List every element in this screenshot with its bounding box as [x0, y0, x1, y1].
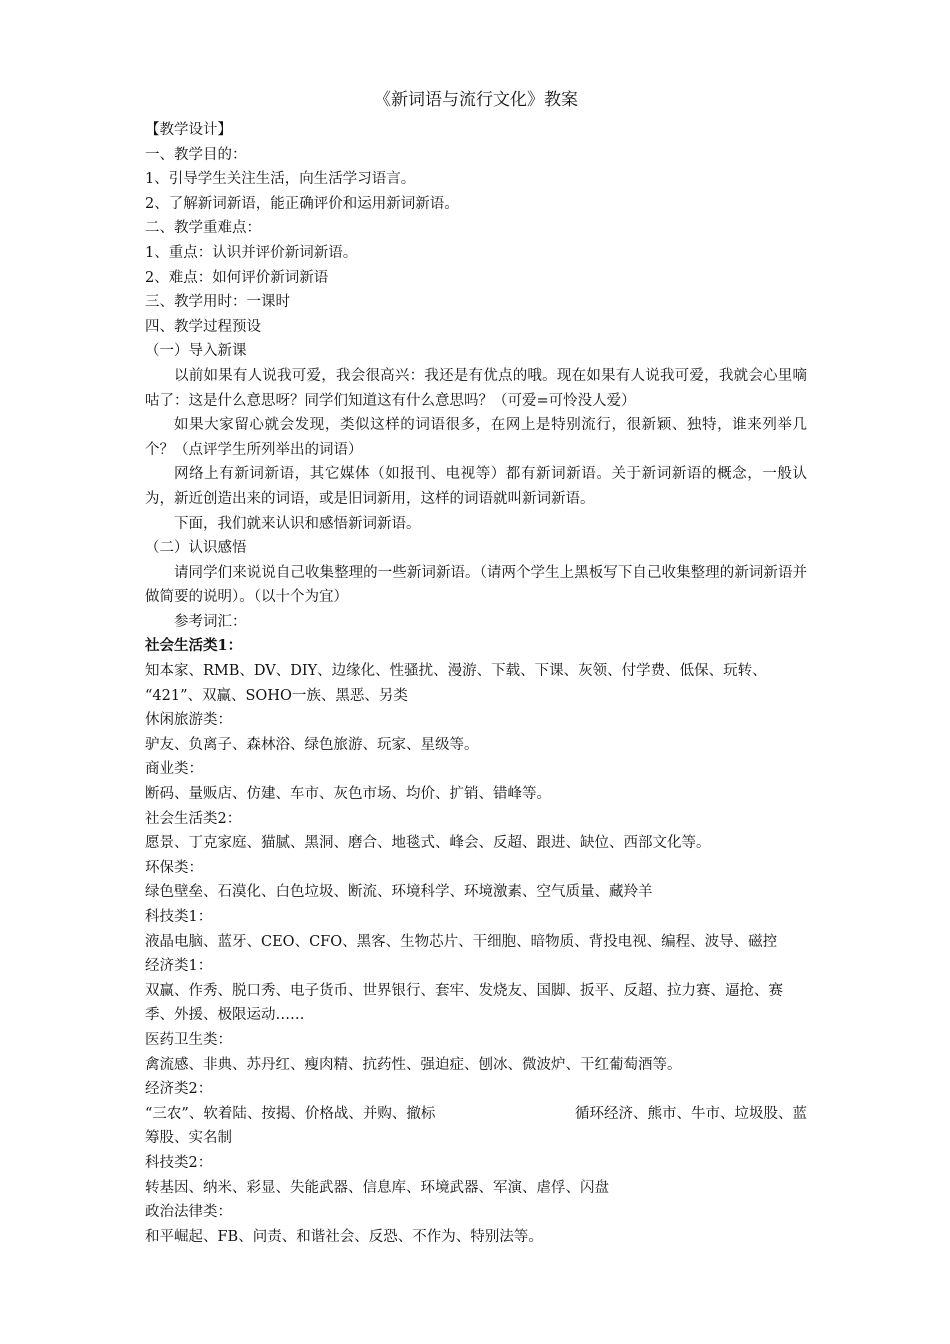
goal-item-1: 1、引导学生关注生活，向生活学习语言。: [145, 171, 416, 188]
vocab-economy-1-line-1: 双赢、作秀、脱口秀、电子货币、世界银行、套牢、发烧友、国脚、扳平、反超、拉力赛、逼抢、赛: [145, 982, 783, 999]
key-point-2: 2、难点：如何评价新词新语: [145, 269, 329, 286]
vocab-leisure-travel: 驴友、负离子、森林浴、绿色旅游、玩家、星级等。: [145, 736, 479, 753]
category-technology-2: 科技类2：: [145, 1154, 213, 1171]
category-social-life-2: 社会生活类2：: [145, 810, 242, 827]
intro-paragraph-1: 以前如果有人说我可爱，我会很高兴：我还是有优点的哦。现在如果有人说我可爱，我就会心里嘀咕了：这是什么意思呀？同学们知道这有什么意思吗？（可爱=可怜没人爱）: [145, 367, 807, 409]
goal-heading: 一、教学目的：: [145, 146, 247, 163]
key-points-heading: 二、教学重难点：: [145, 220, 261, 237]
activity-paragraph: 请同学们来说说自己收集整理的一些新词新语。（请两个学生上黑板写下自己收集整理的新词新语并做简要的说明）。（以十个为宜）: [145, 564, 807, 606]
vocab-economy-1-line-2: 季、外援、极限运动……: [145, 1007, 305, 1024]
vocab-economy-2-line-2: 筹股、实名制: [145, 1130, 232, 1147]
vocab-economy-2-part-2: 循环经济、熊市、牛市、垃圾股、蓝: [575, 1105, 807, 1122]
category-technology-1: 科技类1：: [145, 909, 213, 925]
teaching-time: 三、教学用时：一课时: [145, 294, 290, 311]
design-heading: 【教学设计】: [145, 122, 232, 138]
intro-paragraph-2: 如果大家留心就会发现，类似这样的词语很多，在网上是特别流行，很新颖、独特，谁来列举几个？（点评学生所列举出的词语）: [145, 417, 807, 458]
vocab-environment: 绿色壁垒、石漠化、白色垃圾、断流、环境科学、环境激素、空气质量、藏羚羊: [145, 884, 653, 901]
category-business: 商业类：: [145, 761, 203, 778]
category-leisure-travel: 休闲旅游类：: [145, 712, 232, 729]
category-economy-1: 经济类1：: [145, 958, 213, 975]
vocab-social-life-1-line-2: “421”、双赢、SOHO一族、黑恶、另类: [145, 687, 408, 704]
vocab-medicine-health: 禽流感、非典、苏丹红、瘦肉精、抗药性、强迫症、刨冰、微波炉、干红葡萄酒等。: [145, 1056, 682, 1073]
intro-paragraph-3: 网络上有新词新语，其它媒体（如报刊、电视等）都有新词新语。关于新词新语的概念，一般认为，新近创造出来的词语，或是旧词新用，这样的词语就叫新词新语。: [145, 466, 807, 507]
goal-item-2: 2、了解新词新语，能正确评价和运用新词新语。: [145, 195, 459, 212]
vocab-social-life-2: 愿景、丁克家庭、猫腻、黑洞、磨合、地毯式、峰会、反超、跟进、缺位、西部文化等。: [145, 835, 711, 852]
reference-vocab-label: 参考词汇：: [174, 613, 247, 630]
vocab-technology-2: 转基因、纳米、彩显、失能武器、信息库、环境武器、军演、虐俘、闪盘: [145, 1179, 609, 1196]
step-2-heading: （二）认识感悟: [145, 540, 247, 557]
vocab-business: 断码、量贩店、仿建、车市、灰色市场、均价、扩销、错峰等。: [145, 786, 551, 803]
step-1-heading: （一）导入新课: [145, 343, 247, 360]
process-heading: 四、教学过程预设: [145, 318, 261, 335]
category-economy-2: 经济类2：: [145, 1081, 213, 1098]
vocab-economy-2-part-1: “三农”、软着陆、按揭、价格战、并购、撤标: [145, 1105, 436, 1122]
vocab-social-life-1-line-1: 知本家、RMB、DV、DIY、边缘化、性骚扰、漫游、下载、下课、灰领、付学费、低保、玩转、: [145, 663, 767, 680]
vocab-economy-2-line-1: [145, 1102, 807, 1127]
vocab-politics-law: 和平崛起、FB、问责、和谐社会、反恐、不作为、特别法等。: [145, 1228, 543, 1245]
lesson-plan-page: [145, 88, 807, 1249]
document-title: 《新词语与流行文化》教案: [374, 90, 578, 110]
category-social-life-1: 社会生活类1：: [145, 637, 243, 655]
category-environment: 环保类：: [145, 859, 203, 876]
category-politics-law: 政治法律类：: [145, 1204, 232, 1221]
category-medicine-health: 医药卫生类：: [145, 1031, 232, 1048]
key-point-1: 1、重点：认识并评价新词新语。: [145, 244, 358, 261]
intro-paragraph-4: 下面，我们就来认识和感悟新词新语。: [174, 515, 421, 532]
vocab-technology-1: 液晶电脑、蓝牙、CEO、CFO、黑客、生物芯片、干细胞、暗物质、背投电视、编程、波导、磁控: [145, 933, 778, 950]
